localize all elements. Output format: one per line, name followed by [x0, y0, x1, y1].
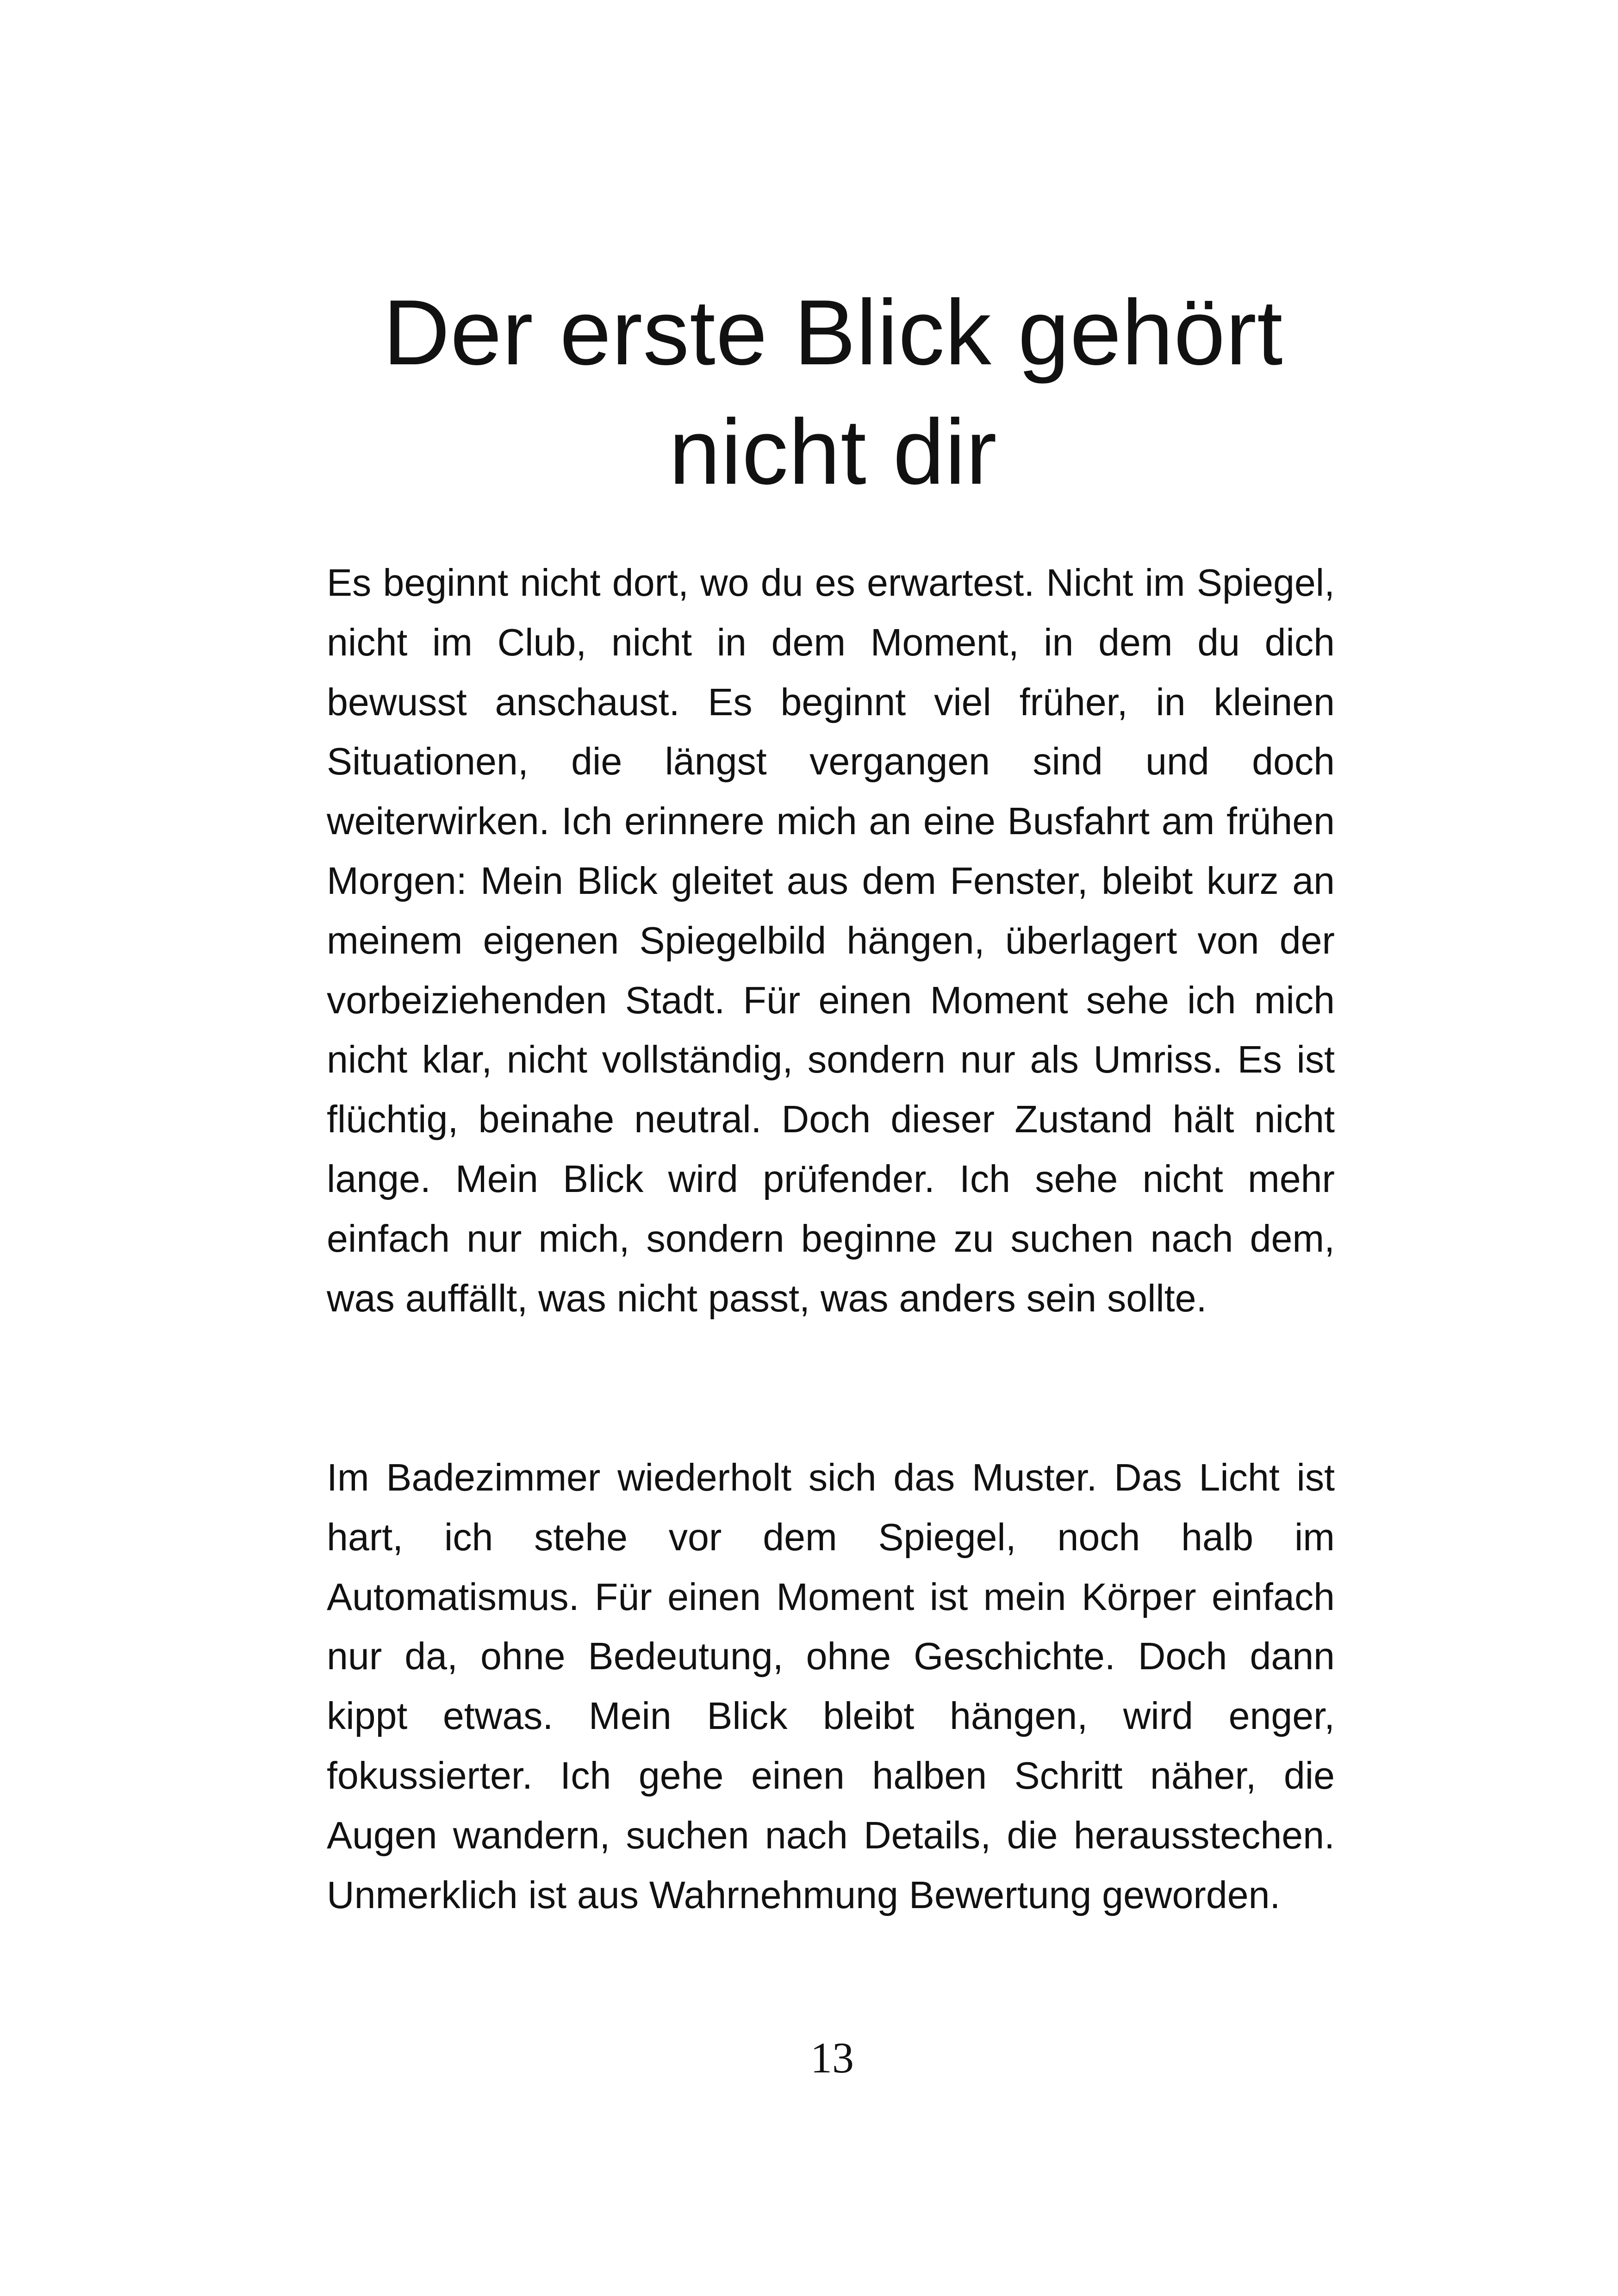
chapter-title-line-2: nicht dir [669, 400, 997, 504]
paragraph-1: Es beginnt nicht dort, wo du es erwartest. Nicht im Spiegel, nicht im Club, nicht in dem Moment, in dem du dich bewusst anschaust. Es beginnt viel früher, in kleinen Situationen, die längst vergangen sind und doch weiterwirken. Ich erinnere mich an eine Busfahrt am frühen Morgen: Mein Blick gleitet aus dem Fenster, bleibt kurz an meinem eigenen Spiegelbild hängen, überlagert von der vorbeiziehenden Stadt. Für einen Moment sehe ich mich nicht klar, nicht vollständig, sondern nur als Umriss. Es ist flüchtig, beinahe neutral. Doch dieser Zustand hält nicht lange. Mein Blick wird prüfender. Ich sehe nicht mehr einfach nur mich, sondern beginne zu suchen nach dem, was auffällt, was nicht passt, was anders sein sollte. [327, 562, 1335, 1320]
paragraph-2: Im Badezimmer wiederholt sich das Muster. Das Licht ist hart, ich stehe vor dem Spiegel, noch halb im Automatismus. Für einen Moment ist mein Körper einfach nur da, ohne Bedeutung, ohne Geschichte. Doch dann kippt etwas. Mein Blick bleibt hängen, wird enger, fokussierter. Ich gehe einen halben Schritt näher, die Augen wandern, suchen nach Details, die herausstechen. Unmerklich ist aus Wahrnehmung Bewertung geworden. [327, 1456, 1335, 1916]
page-number: 13 [810, 2034, 854, 2082]
chapter-title [324, 273, 1342, 512]
chapter-title-line-1: Der erste Blick gehört [383, 281, 1283, 384]
